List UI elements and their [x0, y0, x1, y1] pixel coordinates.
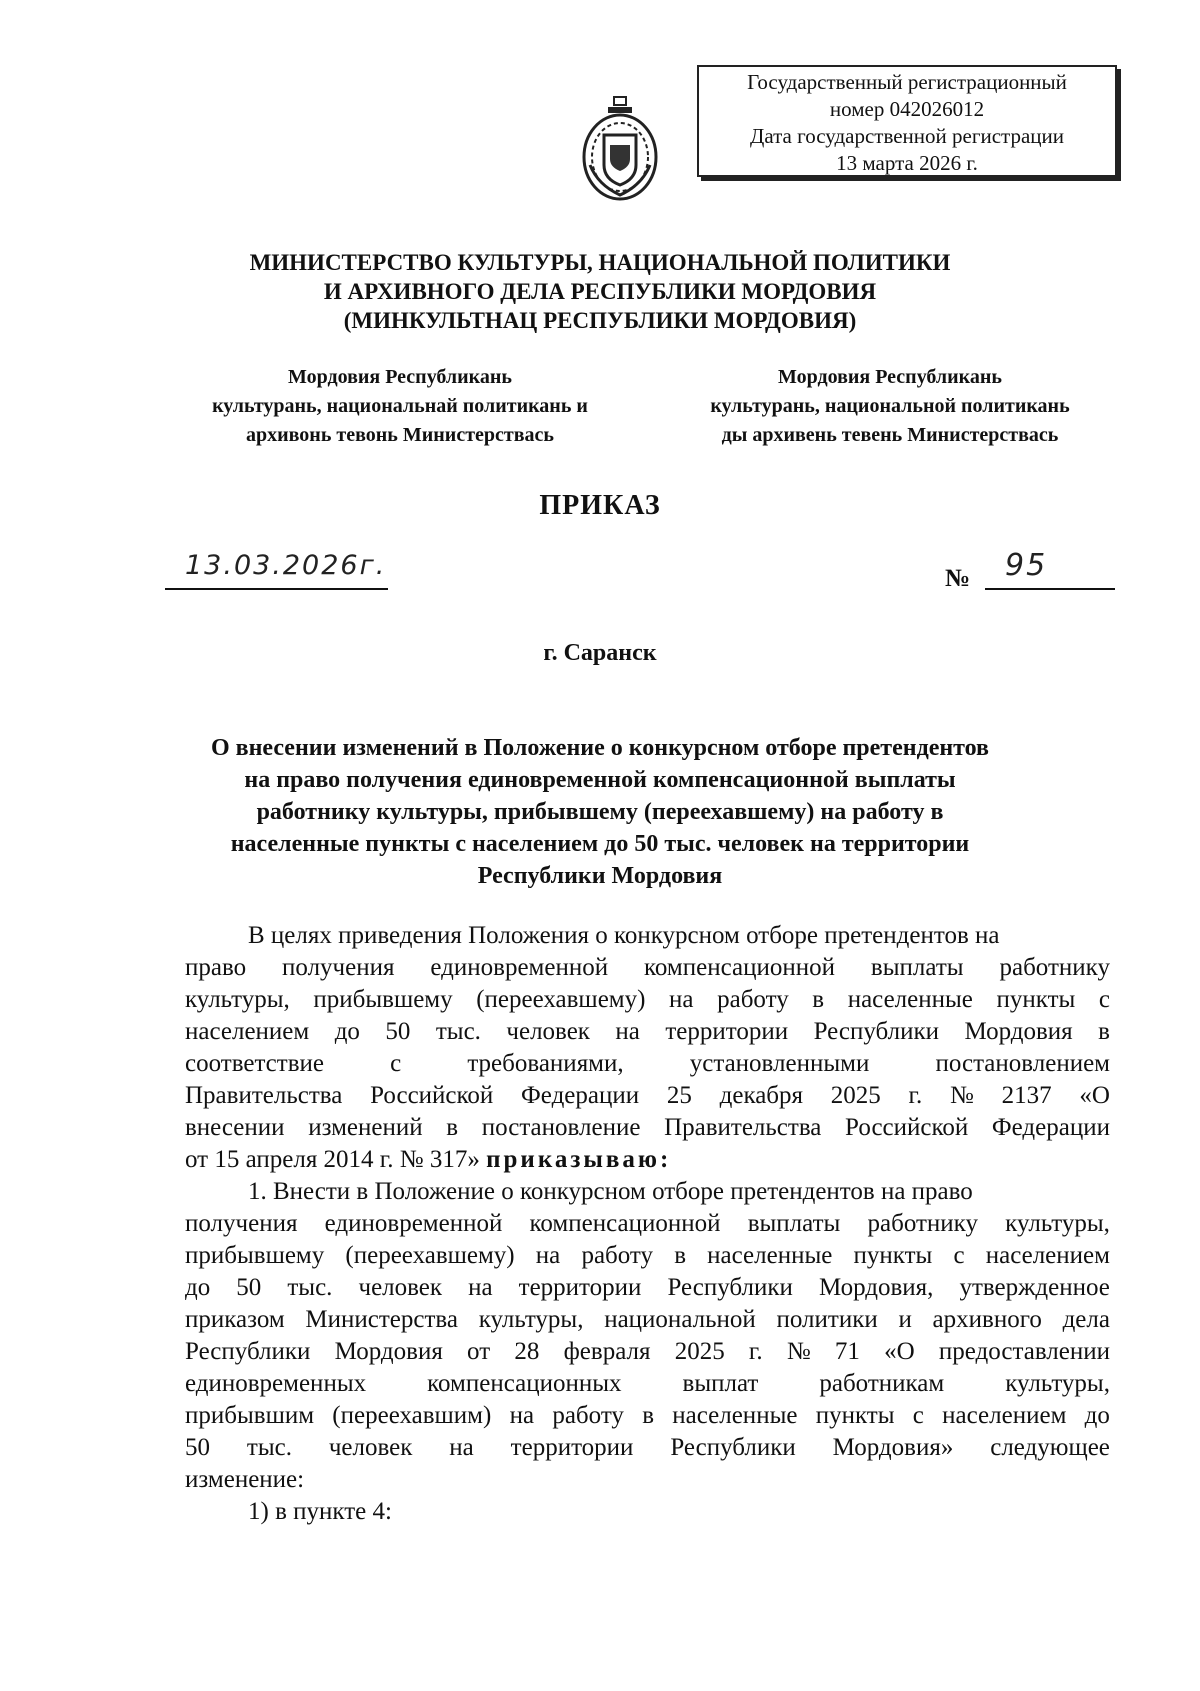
- body-word: работу: [717, 986, 789, 1013]
- body-word: человек: [506, 1018, 590, 1045]
- registration-date: 13 марта 2026 г.: [836, 151, 978, 175]
- body-word: (переехавшему): [476, 986, 646, 1013]
- body-word: единовременной: [430, 954, 609, 981]
- body-word: Мордовия: [334, 1338, 443, 1365]
- body-word: в: [642, 1402, 654, 1429]
- translation-right-line: культурань, национальной политикань: [710, 395, 1070, 417]
- body-word: февраля: [563, 1338, 651, 1365]
- body-line: [185, 1432, 1110, 1464]
- ministry-line-3: (МИНКУЛЬТНАЦ РЕСПУБЛИКИ МОРДОВИЯ): [343, 308, 857, 333]
- body-word: населением: [942, 1402, 1067, 1429]
- body-word: Российской: [370, 1082, 494, 1109]
- translation-right-line: Мордовия Республикань: [777, 366, 1002, 388]
- city: г. Саранск: [543, 640, 657, 666]
- body-word: пункты: [853, 1242, 933, 1269]
- translation-right: [660, 363, 1120, 450]
- body-word: с: [912, 1402, 924, 1429]
- body-text-span: от 15 апреля 2014 г. № 317»: [185, 1146, 480, 1173]
- body-line: [185, 1368, 1110, 1400]
- body-word: установленными: [689, 1050, 870, 1077]
- body-word: в: [812, 986, 825, 1013]
- subject-line: Республики Мордовия: [477, 863, 723, 889]
- body-word: (переехавшему): [345, 1242, 515, 1269]
- body-word: территории: [510, 1434, 634, 1461]
- body-line: [185, 984, 1110, 1016]
- body-word: право: [185, 954, 247, 981]
- body-word: получения: [185, 1210, 298, 1237]
- body-word: Российской: [845, 1114, 969, 1141]
- body-word: г.: [748, 1338, 763, 1365]
- body-word: Республики: [670, 1434, 796, 1461]
- registration-line-1: Государственный регистрационный: [747, 70, 1067, 94]
- body-word: Республики: [667, 1274, 793, 1301]
- body-word: компенсационной: [644, 954, 835, 981]
- body-word: с: [390, 1050, 402, 1077]
- body-word: «О: [884, 1338, 915, 1365]
- translation-left: [160, 363, 640, 450]
- body-word: Мордовия»: [832, 1434, 954, 1461]
- translation-left-line: Мордовия Республикань: [287, 366, 512, 388]
- registration-line-3: Дата государственной регистрации: [750, 124, 1064, 148]
- body-word: с: [953, 1242, 965, 1269]
- body-word: культуры,: [185, 986, 290, 1013]
- body-word: предоставлении: [938, 1338, 1110, 1365]
- number-field: [985, 548, 1115, 590]
- body-word: Федерации: [521, 1082, 640, 1109]
- body-word: 50: [185, 1434, 210, 1461]
- body-word: работу: [552, 1402, 624, 1429]
- body-word: на: [449, 1434, 474, 1461]
- ministry-line-1: МИНИСТЕРСТВО КУЛЬТУРЫ, НАЦИОНАЛЬНОЙ ПОЛИТИКИ: [249, 250, 951, 275]
- handwritten-number: 95: [1005, 548, 1048, 583]
- body-word: на: [535, 1242, 561, 1269]
- body-word: национальной: [604, 1306, 756, 1333]
- body-line: [185, 1144, 1110, 1176]
- body-word: работнику: [867, 1210, 978, 1237]
- ordering-word: приказываю:: [486, 1146, 672, 1173]
- body-word: тыс.: [246, 1434, 292, 1461]
- body-word: №: [949, 1082, 974, 1109]
- registration-number: номер 042026012: [829, 97, 985, 121]
- body-word: постановлением: [935, 1050, 1110, 1077]
- body-word: требованиями,: [467, 1050, 624, 1077]
- body-word: до: [1084, 1402, 1110, 1429]
- body-word: Министерства: [305, 1306, 458, 1333]
- body-word: выплаты: [870, 954, 964, 981]
- body-line: [185, 1048, 1110, 1080]
- body-word: на: [468, 1274, 493, 1301]
- body-word: и: [898, 1306, 912, 1333]
- body-word: тыс.: [435, 1018, 481, 1045]
- date-field: [165, 552, 388, 590]
- body-word: №: [786, 1338, 811, 1365]
- body-word: «О: [1079, 1082, 1110, 1109]
- body-word: компенсационных: [427, 1370, 622, 1397]
- body-word: культуры,: [1005, 1210, 1110, 1237]
- ministry-line-2: И АРХИВНОГО ДЕЛА РЕСПУБЛИКИ МОРДОВИЯ: [323, 279, 877, 304]
- body-word: культуры,: [478, 1306, 584, 1333]
- body-line: В целях приведения Положения о конкурсном отборе претендентов на: [248, 922, 1000, 949]
- body-word: на: [615, 1018, 640, 1045]
- body-word: человек: [358, 1274, 443, 1301]
- body-word: (переехавшим): [332, 1402, 492, 1429]
- body-word: компенсационной: [529, 1210, 721, 1237]
- subject-line: на право получения единовременной компенсационной выплаты: [244, 767, 956, 793]
- translation-left-line: архивонь тевонь Министерствась: [246, 424, 554, 446]
- body-word: 28: [514, 1338, 540, 1365]
- body-word: единовременной: [324, 1210, 503, 1237]
- body-word: Правительства: [664, 1114, 822, 1141]
- body-word: единовременных: [185, 1370, 367, 1397]
- order-subject: [0, 732, 1200, 892]
- body-word: территории: [665, 1018, 789, 1045]
- body-word: 2025: [830, 1082, 881, 1109]
- body-line: [185, 1272, 1110, 1304]
- body-word: 2025: [674, 1338, 725, 1365]
- body-word: Правительства: [185, 1082, 343, 1109]
- body-word: до: [185, 1274, 211, 1301]
- body-line: изменение:: [185, 1466, 305, 1493]
- body-word: внесении: [185, 1114, 285, 1141]
- body-word: в: [446, 1114, 459, 1141]
- body-line: [185, 952, 1110, 984]
- body-word: постановление: [481, 1114, 641, 1141]
- body-line: [185, 1016, 1110, 1048]
- body-word: Мордовия: [964, 1018, 1073, 1045]
- body-word: прибывшим: [185, 1402, 315, 1429]
- body-word: изменений: [308, 1114, 423, 1141]
- translation-right-line: ды архивень тевень Министерствась: [721, 424, 1059, 446]
- body-word: культуры,: [1005, 1370, 1110, 1397]
- body-word: с: [1098, 986, 1110, 1013]
- body-word: Республики: [813, 1018, 940, 1045]
- body-line: 1. Внести в Положение о конкурсном отборе претендентов на право: [248, 1178, 973, 1205]
- coat-of-arms-icon: [578, 95, 662, 205]
- body-word: прибывшему: [185, 1242, 325, 1269]
- body-word: приказом: [185, 1306, 285, 1333]
- body-word: выплаты: [747, 1210, 841, 1237]
- body-word: работу: [581, 1242, 654, 1269]
- body-word: прибывшему: [313, 986, 453, 1013]
- body-word: населенные: [707, 1242, 833, 1269]
- body-line: [185, 1304, 1110, 1336]
- body-word: 50: [385, 1018, 411, 1045]
- body-word: декабря: [719, 1082, 804, 1109]
- body-word: 25: [666, 1082, 692, 1109]
- body-word: человек: [328, 1434, 413, 1461]
- body-word: Республики: [185, 1338, 311, 1365]
- body-word: выплат: [682, 1370, 759, 1397]
- body-word: на: [509, 1402, 535, 1429]
- body-word: Мордовия,: [818, 1274, 934, 1301]
- body-line: [185, 1080, 1110, 1112]
- subject-line: работнику культуры, прибывшему (переехавшему) на работу в: [256, 799, 944, 825]
- number-sign: №: [945, 565, 971, 592]
- ministry-title: [0, 248, 1200, 335]
- body-word: работникам: [819, 1370, 945, 1397]
- handwritten-date: 13.03.2026г.: [185, 550, 387, 581]
- body-word: 50: [236, 1274, 262, 1301]
- body-line: [185, 1336, 1110, 1368]
- body-line: 1) в пункте 4:: [248, 1498, 392, 1525]
- subject-line: О внесении изменений в Положение о конкурсном отборе претендентов: [210, 735, 990, 761]
- translation-left-line: культурань, национальнай политикань и: [212, 395, 588, 417]
- registration-stamp: [697, 65, 1117, 177]
- body-word: архивного: [932, 1306, 1042, 1333]
- body-word: политики: [776, 1306, 878, 1333]
- body-word: г.: [908, 1082, 923, 1109]
- body-word: на: [669, 986, 694, 1013]
- body-line: [185, 1400, 1110, 1432]
- body-word: следующее: [990, 1434, 1110, 1461]
- body-word: населенные: [672, 1402, 798, 1429]
- body-word: пункты: [996, 986, 1076, 1013]
- body-word: Федерации: [991, 1114, 1110, 1141]
- body-word: пункты: [815, 1402, 895, 1429]
- body-word: в: [674, 1242, 686, 1269]
- subject-line: населенные пункты с населением до 50 тыс. человек на территории: [230, 831, 970, 857]
- body-word: от: [467, 1338, 491, 1365]
- body-word: в: [1098, 1018, 1110, 1045]
- body-word: населением: [985, 1242, 1110, 1269]
- body-line: [185, 1208, 1110, 1240]
- body-word: тыс.: [287, 1274, 333, 1301]
- body-word: работнику: [999, 954, 1110, 981]
- body-word: территории: [518, 1274, 642, 1301]
- document-type: ПРИКАЗ: [539, 490, 661, 521]
- body-word: получения: [282, 954, 395, 981]
- order-body: [185, 920, 1110, 1528]
- body-word: 2137: [1001, 1082, 1052, 1109]
- body-word: утвержденное: [959, 1274, 1110, 1301]
- body-word: 71: [834, 1338, 860, 1365]
- body-word: до: [334, 1018, 360, 1045]
- body-word: соответствие: [185, 1050, 324, 1077]
- body-word: населенные: [847, 986, 973, 1013]
- body-line: [185, 1112, 1110, 1144]
- body-word: населением: [185, 1018, 310, 1045]
- body-word: дела: [1062, 1306, 1110, 1333]
- body-line: [185, 1240, 1110, 1272]
